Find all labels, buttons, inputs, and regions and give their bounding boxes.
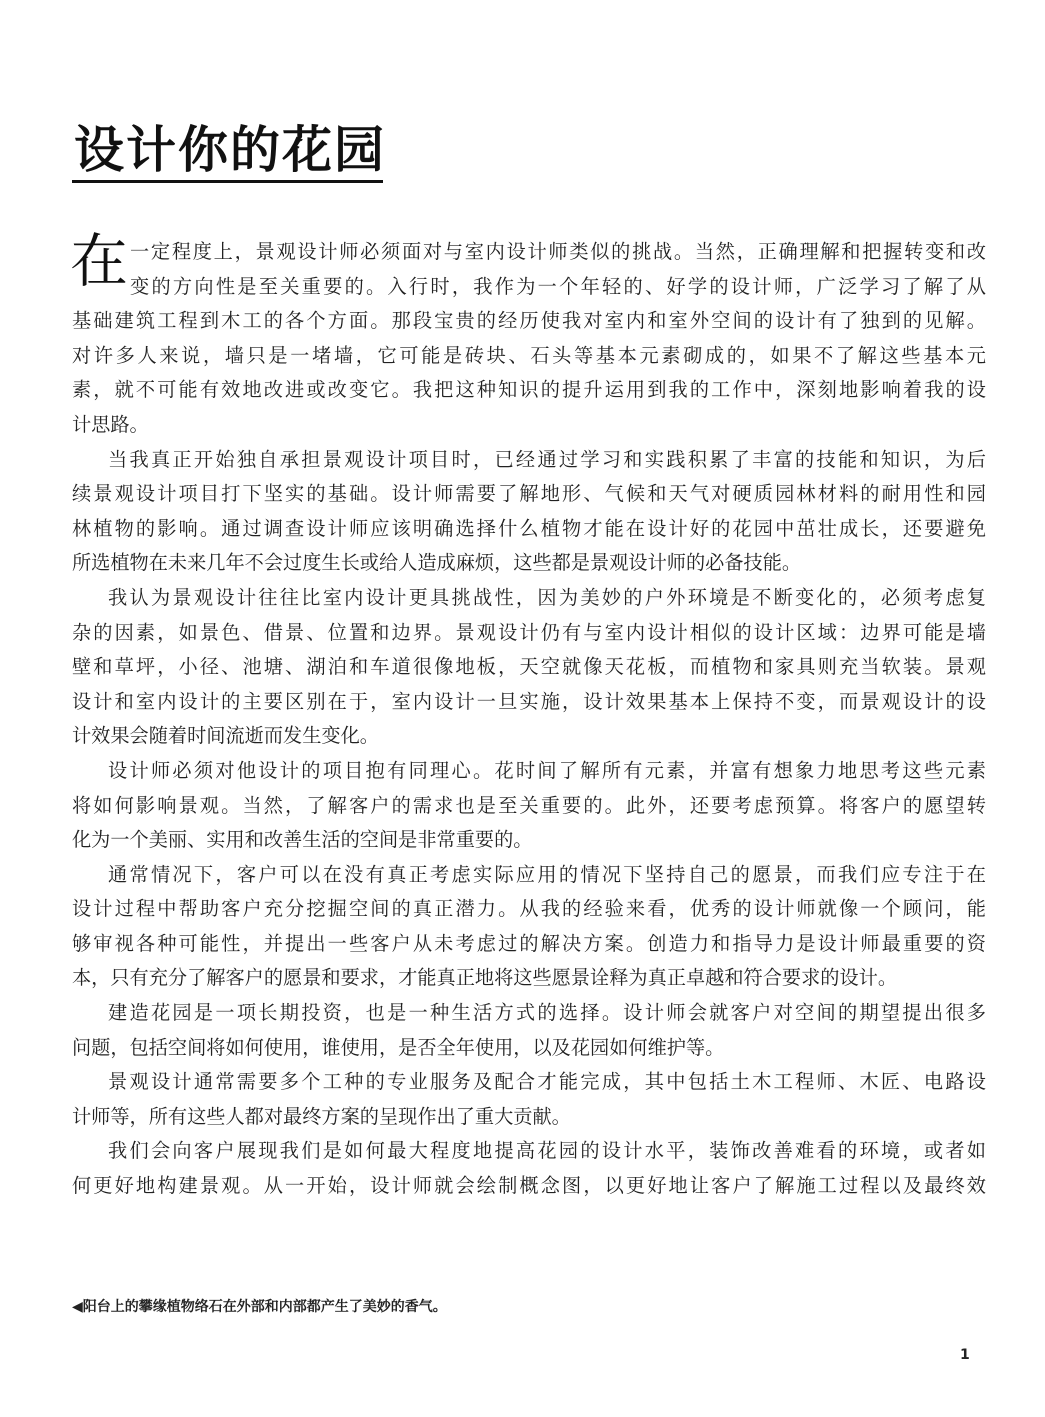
body-text [72,235,986,1204]
text-line: 我认为景观设计往往比室内设计更具挑战性，因为美妙的户外环境是不断变化的，必须考虑复 [108,585,986,609]
paragraph [72,1134,986,1203]
drop-cap: 在 [70,227,129,295]
paragraph [72,858,986,996]
text-line: 变的方向性是至关重要的。入行时，我作为一个年轻的、好学的设计师，广泛学习了解了从 [130,274,986,298]
text-line: 一定程度上，景观设计师必须面对与室内设计师类似的挑战。当然，正确理解和把握转变和改 [130,240,986,263]
text-line: 杂的因素，如景色、借景、位置和边界。景观设计仍有与室内设计相似的设计区域：边界可能是墙 [72,620,986,644]
text-line: 林植物的影响。通过调查设计师应该明确选择什么植物才能在设计好的花园中茁壮成长，还要避免 [72,516,986,540]
text-line: 设计师必须对他设计的项目抱有同理心。花时间了解所有元素，并富有想象力地思考这些元素 [108,758,986,782]
text-line: 素，就不可能有效地改进或改变它。我把这种知识的提升运用到我的工作中，深刻地影响着我的设 [72,378,986,402]
paragraph [72,996,986,1065]
text-line: 续景观设计项目打下坚实的基础。设计师需要了解地形、气候和天气对硬质园林材料的耐用性和园 [72,482,986,506]
text-line: 对许多人来说，墙只是一堵墙，它可能是砖块、石头等基本元素砌成的，如果不了解这些基本元 [72,343,986,367]
text-line: 何更好地构建景观。从一开始，设计师就会绘制概念图，以更好地让客户了解施工过程以及最终效 [72,1174,986,1198]
title-underline [72,180,383,183]
paragraph [72,1065,986,1134]
paragraph [72,754,986,858]
page-number: 1 [960,1347,970,1363]
text-line: 设计和室内设计的主要区别在于，室内设计一旦实施，设计效果基本上保持不变，而景观设计的设 [72,689,986,713]
text-line: 设计过程中帮助客户充分挖掘空间的真正潜力。从我的经验来看，优秀的设计师就像一个顾问，能 [72,897,986,921]
text-line: 建造花园是一项长期投资，也是一种生活方式的选择。设计师会就客户对空间的期望提出很多 [108,1001,986,1025]
text-line: 当我真正开始独自承担景观设计项目时，已经通过学习和实践积累了丰富的技能和知识，为后 [108,447,986,471]
text-line: 基础建筑工程到木工的各个方面。那段宝贵的经历使我对室内和室外空间的设计有了独到的见解。 [72,309,986,333]
text-line: 将如何影响景观。当然，了解客户的需求也是至关重要的。此外，还要考虑预算。将客户的愿望转 [72,793,986,817]
text-line: 通常情况下，客户可以在没有真正考虑实际应用的情况下坚持自己的愿景，而我们应专注于在 [108,862,986,886]
text-line: 化为一个美丽、实用和改善生活的空间是非常重要的。 [72,828,533,852]
paragraph [72,443,986,581]
page-title: 设计你的花园 [74,120,386,179]
text-line: 计思路。 [72,412,149,436]
image-caption: ◀阳台上的攀缘植物络石在外部和内部都产生了美妙的香气。 [72,1299,447,1315]
text-line: 问题，包括空间将如何使用，谁使用，是否全年使用，以及花园如何维护等。 [72,1035,725,1059]
text-line: 壁和草坪，小径、池塘、湖泊和车道很像地板，天空就像天花板，而植物和家具则充当软装。景观 [72,655,986,679]
text-line: 本，只有充分了解客户的愿景和要求，才能真正地将这些愿景诠释为真正卓越和符合要求的设计。 [72,966,898,990]
paragraph [72,235,986,443]
text-line: 计师等，所有这些人都对最终方案的呈现作出了重大贡献。 [72,1104,571,1128]
text-line: 所选植物在未来几年不会过度生长或给人造成麻烦，这些都是景观设计师的必备技能。 [72,551,802,575]
text-line: 够审视各种可能性，并提出一些客户从未考虑过的解决方案。创造力和指导力是设计师最重要的资 [72,931,986,955]
text-line: 计效果会随着时间流逝而发生变化。 [72,724,379,748]
paragraph [72,581,986,754]
text-line: 我们会向客户展现我们是如何最大程度地提高花园的设计水平，装饰改善难看的环境，或者如 [108,1139,986,1163]
text-line: 景观设计通常需要多个工种的专业服务及配合才能完成，其中包括土木工程师、木匠、电路设 [108,1070,986,1094]
